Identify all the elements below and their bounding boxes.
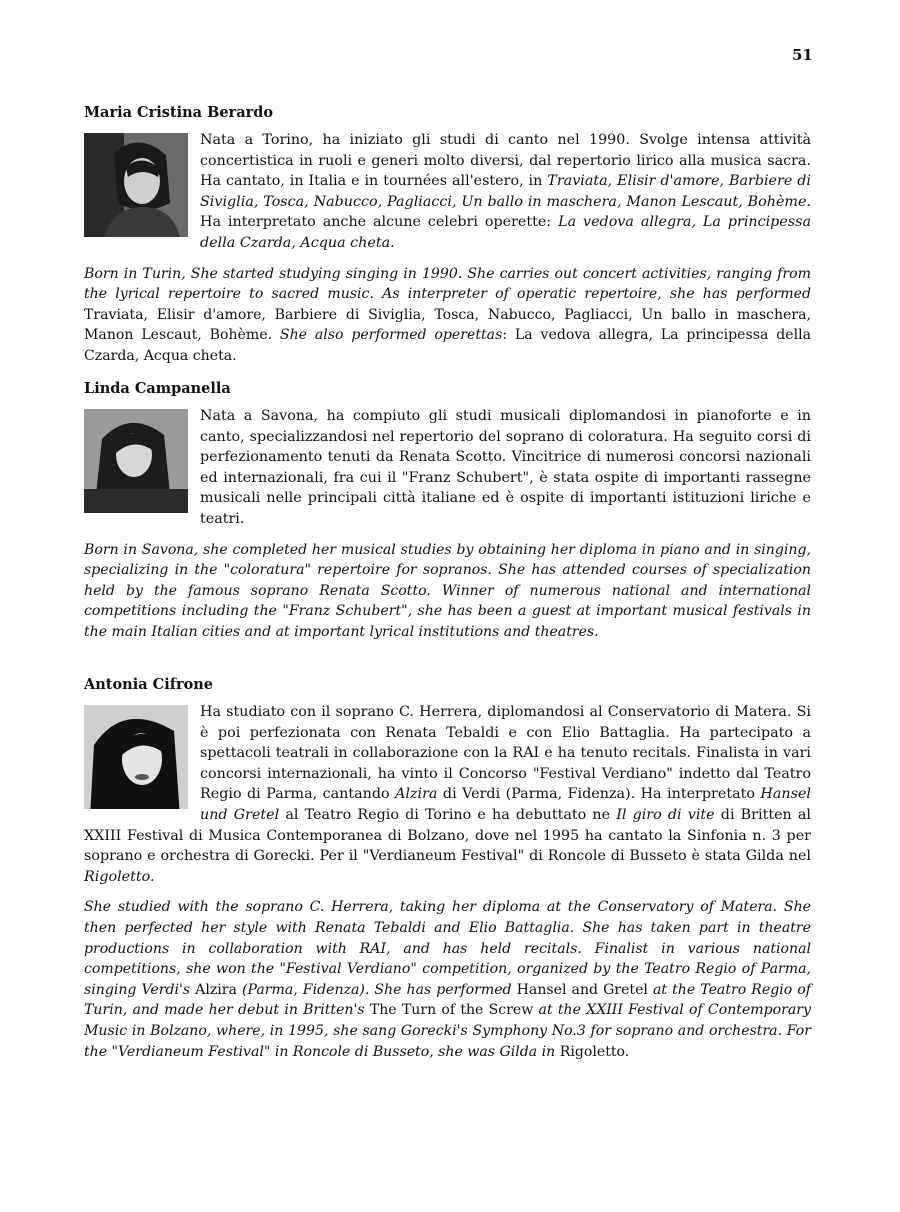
text-run: al Teatro Regio di Torino e ha debuttato ne (279, 806, 617, 823)
bio-cifrone (84, 676, 811, 1062)
text-run: di Britten al XXIII Festival di Musica Contemporanea di Bolzano, dove nel 1995 ha cantato la Sinfonia n. 3 per soprano e orchestra di Gorecki. Per il "Verdianeum Festival" di Roncole di Busseto è stata Gilda nel (84, 806, 811, 865)
text-run: di Verdi (Parma, Fidenza). Ha interpretato (437, 786, 761, 803)
text-run: Hansel und Gretel (200, 786, 811, 823)
text-run: Il giro di vite (616, 806, 715, 823)
bio-text-english (84, 264, 811, 367)
text-run: Traviata, Elisir d'amore, Barbiere di Siviglia, Tosca, Nabucco, Pagliacci, Un ballo in maschera, Manon Lescaut, Bohème. (200, 173, 811, 210)
bio-campanella (84, 380, 811, 643)
bio-name: Antonia Cifrone (84, 676, 214, 693)
text-run: Born in Savona, she completed her musical studies by obtaining her diploma in piano and in singing, specializing in the "coloratura" repertoire for sopranos. She has attended courses of specialization held by the famous soprano Renata Scotto. Winner of numerous national and international competitions including the "Franz Schubert", she has been a guest at important musical festivals in the main Italian cities and at important lyrical institutions and theatres. (84, 541, 811, 640)
text-run: Ha interpretato anche alcune celebri operette: (200, 214, 559, 231)
bio-name: Maria Cristina Berardo (84, 104, 274, 121)
portrait-photo (84, 409, 188, 513)
text-run: at the Teatro Regio of Turin, and made her debut in Britten's (84, 981, 811, 1019)
text-run: She studied with the soprano C. Herrera, taking her diploma at the Conservatory of Matera. She then perfected her style with Renata Tebaldi and Elio Battaglia. She has taken part in theatre productions in collaboration with RAI, and has held recitals. Finalist in various national competitions, she won the "Festival Verdiano" competition, organized by the Teatro Regio of Parma, singing Verdi's (84, 899, 811, 998)
text-run: Nata a Savona, ha compiuto gli studi musicali diplomandosi in pianoforte e in canto, specializzandosi nel repertorio del soprano di coloratura. Ha seguito corsi di perfezionamento tenuti da Renata Scotto. Vincitrice di numerosi concorsi nazionali ed internazionali, fra cui il "Franz Schubert", è stata ospite di importanti rassegne musicali nelle principali città italiane ed è ospite di importanti istituzioni liriche e teatri. (200, 408, 811, 527)
bio-text-italian (84, 130, 811, 254)
bio-berardo (84, 104, 811, 367)
text-run: Alzira (395, 786, 438, 803)
text-run: Nata a Torino, ha iniziato gli studi di canto nel 1990. Svolge intensa attività concertistica in ruoli e generi molto diversi, dal repertorio lirico alla musica sacra. Ha cantato, in Italia e in tournées all'estero, in (200, 132, 811, 190)
text-run: Rigoletto. (84, 868, 155, 885)
text-run: The Turn of the Screw (369, 1002, 534, 1019)
portrait-photo (84, 133, 188, 237)
text-run: She also performed operettas (279, 327, 503, 344)
portrait-photo (84, 705, 188, 809)
text-run: La vedova allegra, La principessa della Czarda, Acqua cheta. (200, 214, 811, 251)
text-run: at the XXIII Festival of Contemporary Music in Bolzano, where, in 1995, she sang Gorecki's Symphony No.3 for soprano and orchestra. For the "Verdianeum Festival" in Roncole di Busseto, she was Gilda in (84, 1002, 811, 1060)
text-run: Traviata, Elisir d'amore, Barbiere di Siviglia, Tosca, Nabucco, Pagliacci, Un ballo in maschera, Manon Lescaut, Bohème. (84, 306, 811, 344)
text-run: Hansel and Gretel (516, 981, 648, 998)
text-run: Alzira (195, 981, 237, 998)
page-number: 51 (792, 46, 813, 64)
bio-text-italian (84, 406, 811, 530)
text-run: (Parma, Fidenza). She has performed (236, 981, 517, 998)
text-run: Rigoletto. (559, 1043, 630, 1060)
text-run: Ha studiato con il soprano C. Herrera, diplomandosi al Conservatorio di Matera. Si è poi perfezionata con Renata Tebaldi e con Elio Battaglia. Ha partecipato a spettacoli teatrali in collaborazione con la RAI e ha tenuto recitals. Finalista in vari concorsi internazionali, ha vinto il Concorso "Festival Verdiano" indetto dal Teatro Regio di Parma, cantando (200, 704, 811, 803)
text-run: Born in Turin, She started studying singing in 1990. She carries out concert activities, ranging from the lyrical repertoire to sacred music. As interpreter of operatic repertoire, she has performed (84, 265, 811, 303)
bio-text-english (84, 897, 811, 1062)
bio-name: Linda Campanella (84, 380, 231, 397)
bio-text-english (84, 540, 811, 643)
text-run: : La vedova allegra, La principessa della Czarda, Acqua cheta. (84, 327, 812, 364)
bio-text-italian (84, 702, 811, 887)
